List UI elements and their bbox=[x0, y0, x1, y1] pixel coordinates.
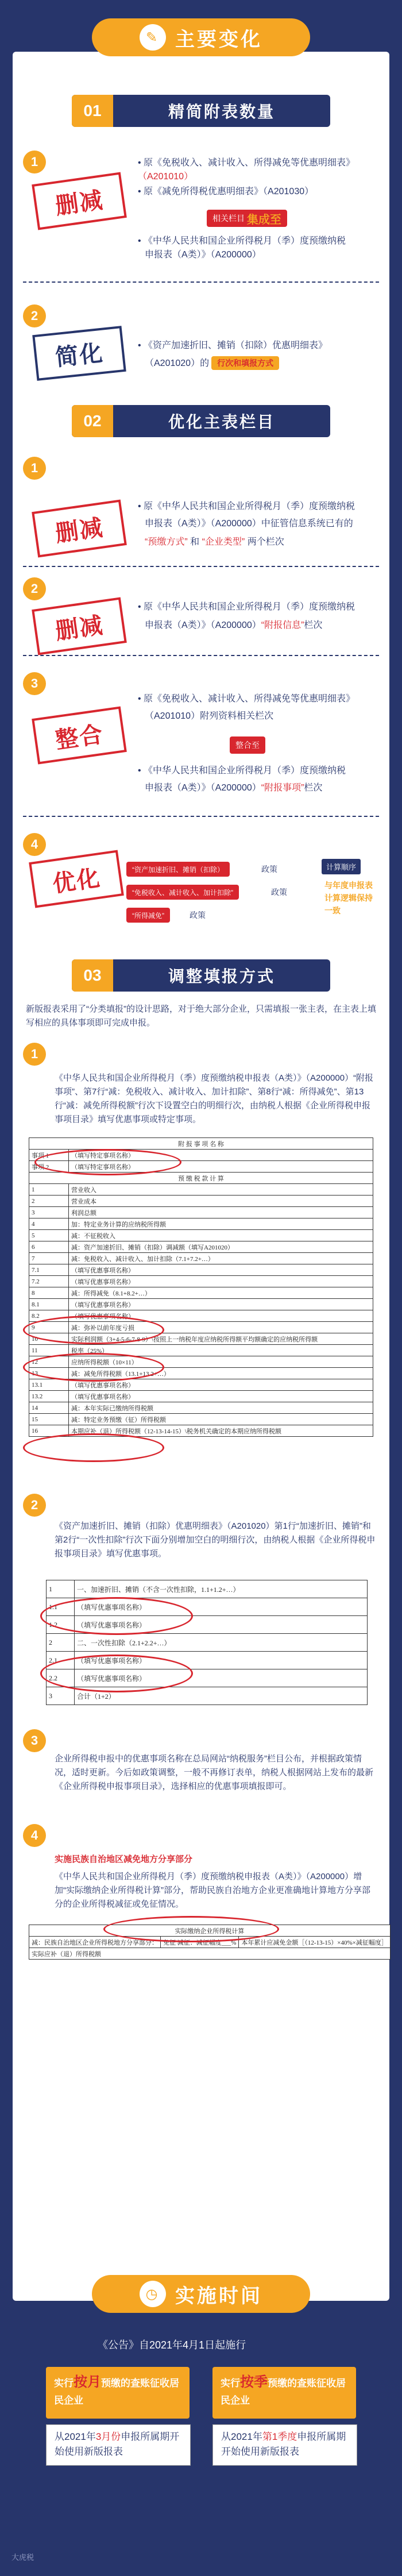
text-code: （A201010） bbox=[138, 172, 194, 182]
form-head: 预 缴 税 款 计 算 bbox=[29, 1173, 373, 1184]
text-line: 申报表（A类）》（A200000）中征管信息系统已有的 bbox=[145, 519, 353, 529]
section-intro: 新版报表采用了“分类填报”的设计思路，对于绝大部分企业，只需填报一张主表，在主表上填写相应的具体事项即可完成申报。 bbox=[26, 1004, 376, 1028]
policy-suffix: 政策 bbox=[271, 888, 287, 897]
form-cell: 减：民族自治地区企业所得税地方分享部分： bbox=[29, 1937, 161, 1948]
quarterly-box bbox=[212, 2367, 356, 2419]
item-number: 2 bbox=[23, 577, 46, 600]
optimize-stamp: 优化 bbox=[29, 850, 124, 908]
table-row bbox=[29, 1402, 373, 1414]
row-label: （填写优惠事项名称） bbox=[75, 1616, 368, 1634]
highlight-oval bbox=[40, 1597, 193, 1635]
text-line: 《中华人民共和国企业所得税月（季）度预缴纳税 bbox=[144, 766, 346, 776]
item-text: • 《中华人民共和国企业所得税月（季）度预缴纳税 bbox=[138, 766, 346, 776]
policy-pill: “所得减免” bbox=[126, 908, 170, 923]
text-line: 申报表（A类）》（A200000） bbox=[145, 783, 261, 793]
text-line: 原《中华人民共和国企业所得税月（季）度预缴纳税 bbox=[144, 502, 355, 511]
text-line: （A201010）附列资料相关栏次 bbox=[145, 711, 274, 721]
row-label: 实际利润额（3+4-5-6-7-8-9）\按照上一纳税年度应纳税所得额平均额确定的应纳税所得额 bbox=[69, 1333, 373, 1345]
item-subtitle: 实施民族自治地区减免地方分享部分 bbox=[55, 1854, 193, 1864]
row-label: 减：减免所得税额（13.1+13.2+…） bbox=[69, 1368, 373, 1379]
item-text: • 《中华人民共和国企业所得税月（季）度预缴纳税 bbox=[138, 236, 346, 246]
section-number: 03 bbox=[72, 959, 113, 992]
monthly-detail bbox=[46, 2424, 191, 2466]
row-label: （填写优惠事项名称） bbox=[69, 1299, 373, 1310]
form-head: 实际缴纳企业所得税计算 bbox=[29, 1925, 391, 1937]
header-banner bbox=[92, 18, 310, 56]
section-title: 调整填报方式 bbox=[168, 967, 275, 985]
text-line: 两个栏次 bbox=[247, 537, 284, 547]
delete-stamp: 删减 bbox=[32, 172, 127, 230]
form-cell: （填写特定事项名称） bbox=[69, 1161, 373, 1173]
label: 从2021年 bbox=[221, 2431, 262, 2442]
policy-pill: “资产加速折旧、摊销（扣除） bbox=[126, 862, 230, 877]
tax-form-table bbox=[29, 1137, 373, 1437]
order-note: 与年度申报表计算逻辑保持一致 bbox=[324, 881, 373, 915]
row-label: 一、加速折旧、摊销（不含一次性扣除，1.1+1.2+…） bbox=[75, 1580, 368, 1598]
row-label: （填写优惠事项名称） bbox=[75, 1669, 368, 1687]
row-number: 2.2 bbox=[47, 1669, 75, 1687]
integrate-stamp: 整合 bbox=[32, 707, 127, 765]
row-number: 16 bbox=[29, 1425, 69, 1437]
simplify-stamp: 简化 bbox=[32, 326, 126, 381]
text-line: 《资产加速折旧、摊销（扣除）优惠明细表》 bbox=[144, 341, 328, 350]
row-label: 营业收入 bbox=[69, 1184, 373, 1196]
text-line: （A201020）的 bbox=[145, 358, 210, 368]
row-label: 税率（25%） bbox=[69, 1345, 373, 1356]
item-text: • 原《减免所得税优惠明细表》（A201030） bbox=[138, 187, 314, 196]
label: 申报所属期开始使用新版报表 bbox=[55, 2431, 180, 2457]
row-label: （填写优惠事项名称） bbox=[75, 1652, 368, 1669]
table-row bbox=[29, 1391, 373, 1402]
item-text bbox=[145, 517, 392, 531]
text-line: 栏次 bbox=[304, 620, 323, 630]
pill-text: 相关栏目 bbox=[212, 214, 245, 223]
row-number: 8.1 bbox=[29, 1299, 69, 1310]
row-label: （填写优惠事项名称） bbox=[69, 1310, 373, 1322]
row-number: 14 bbox=[29, 1402, 69, 1414]
section-03-header bbox=[72, 959, 330, 992]
form-head: 附 报 事 项 名 称 bbox=[29, 1138, 373, 1150]
highlight-oval bbox=[103, 1916, 279, 1942]
row-number: 13.1 bbox=[29, 1379, 69, 1391]
item-number: 2 bbox=[23, 1494, 46, 1517]
text-highlight: “企业类型” bbox=[202, 537, 245, 547]
text-line: 原《免税收入、减计收入、所得减免等优惠明细表》 bbox=[144, 158, 355, 168]
row-label: 二、一次性扣除（2.1+2.2+…） bbox=[75, 1634, 368, 1652]
label-highlight: 3月份 bbox=[95, 2431, 121, 2442]
table-row bbox=[47, 1580, 368, 1598]
text-line: 原《减免所得税优惠明细表》（A201030） bbox=[144, 187, 314, 196]
footer-brand: 大虎税 bbox=[11, 2553, 34, 2562]
row-label: 减：本年实际已缴纳所得税额 bbox=[69, 1402, 373, 1414]
row-number: 1 bbox=[47, 1580, 75, 1598]
form-cell: 本年累计应减免金额［（12-13-15）×40%×减征幅度］ bbox=[239, 1937, 390, 1948]
item-number: 4 bbox=[23, 833, 46, 856]
item-text bbox=[145, 709, 392, 723]
item-text: 企业所得税申报中的优惠事项名称在总局网站“纳税服务”栏目公布，并根据政策情况，适时更新。今后如政策调整，一般不再修订表单，纳税人根据网站上发布的最新《企业所得税申报事项目录》，选择相应的优惠事项填报即可。 bbox=[55, 1754, 374, 1791]
section-title: 精简附表数量 bbox=[168, 103, 275, 121]
row-number: 15 bbox=[29, 1414, 69, 1425]
item-text bbox=[145, 619, 392, 633]
form-cell: 事项 1 bbox=[29, 1150, 69, 1161]
table-row bbox=[29, 1207, 373, 1218]
highlight-oval bbox=[23, 1316, 164, 1344]
row-number: 8.2 bbox=[29, 1310, 69, 1322]
label: 从2021年 bbox=[55, 2431, 96, 2442]
divider bbox=[23, 655, 379, 656]
row-label: 减：特定业务预缴（征）所得税额 bbox=[69, 1414, 373, 1425]
table-row bbox=[47, 1634, 368, 1652]
text-line: 原《中华人民共和国企业所得税月（季）度预缴纳税 bbox=[144, 602, 355, 612]
row-number: 1.1 bbox=[47, 1598, 75, 1616]
label: 实行 bbox=[54, 2378, 74, 2389]
highlight-pill: 行次和填报方式 bbox=[211, 356, 279, 370]
form-cell: 事项 2 bbox=[29, 1161, 69, 1173]
highlight-oval bbox=[40, 1655, 193, 1692]
row-number: 2.1 bbox=[47, 1652, 75, 1669]
delete-stamp: 删减 bbox=[32, 597, 127, 655]
row-label: 合计（1+2） bbox=[75, 1687, 368, 1705]
table-row bbox=[29, 1287, 373, 1299]
row-label: （填写优惠事项名称） bbox=[69, 1264, 373, 1276]
divider bbox=[23, 566, 379, 567]
item-text: • 原《免税收入、减计收入、所得减免等优惠明细表》 bbox=[138, 694, 355, 704]
row-number: 3 bbox=[47, 1687, 75, 1705]
row-number: 7.2 bbox=[29, 1276, 69, 1287]
row-number: 12 bbox=[29, 1356, 69, 1368]
label: 预缴的查账征收居民企业 bbox=[221, 2378, 346, 2406]
table-row bbox=[29, 1218, 373, 1230]
form-cell: 免征 减征：减征幅度___% bbox=[161, 1937, 239, 1948]
highlight-oval bbox=[23, 1353, 164, 1382]
implementation-banner bbox=[92, 2275, 310, 2313]
item-text: 《资产加速折旧、摊销（扣除）优惠明细表》（A201020）第1行“加速折旧、摊销”和第2行“一次性扣除”行次下面分别增加空白的明细行次，由纳税人根据《企业所得税申报事项目录》填写优惠事项。 bbox=[55, 1521, 376, 1559]
label-highlight: 按季 bbox=[240, 2374, 268, 2390]
text-line: 栏次 bbox=[304, 783, 323, 793]
row-label: 减：免税收入、减计收入、加计扣除（7.1+7.2+…） bbox=[69, 1253, 373, 1264]
policy-pill: “免税收入、减计收入、加计扣除” bbox=[126, 885, 239, 900]
row-label: （填写优惠事项名称） bbox=[69, 1276, 373, 1287]
item-number: 1 bbox=[23, 151, 46, 173]
label-highlight: 按月 bbox=[74, 2374, 101, 2390]
pill-emphasis: 集成至 bbox=[246, 213, 281, 226]
row-label: 减：所得减免（8.1+8.2+…） bbox=[69, 1287, 373, 1299]
table-row bbox=[29, 1241, 373, 1253]
monthly-box bbox=[46, 2367, 190, 2419]
item-number: 1 bbox=[23, 457, 46, 480]
row-label: 加：特定业务计算的应纳税所得额 bbox=[69, 1218, 373, 1230]
item-number: 1 bbox=[23, 1043, 46, 1066]
row-number: 13.2 bbox=[29, 1391, 69, 1402]
pencil-icon: ✎ bbox=[140, 24, 166, 51]
item-number: 4 bbox=[23, 1824, 46, 1847]
highlight-oval bbox=[34, 1149, 181, 1175]
row-number: 7.1 bbox=[29, 1264, 69, 1276]
order-box: 计算顺序 bbox=[322, 859, 361, 874]
row-label: （填写优惠事项名称） bbox=[69, 1391, 373, 1402]
text-highlight: “附报信息” bbox=[261, 620, 304, 630]
row-number: 10 bbox=[29, 1333, 69, 1345]
row-label: （填写优惠事项名称） bbox=[75, 1598, 368, 1616]
form-cell: 实际应补（退）所得税额 bbox=[29, 1948, 391, 1960]
text-line: 申报表（A类）》（A200000） bbox=[145, 620, 261, 630]
quarterly-title bbox=[221, 2374, 350, 2409]
table-row bbox=[29, 1184, 373, 1196]
table-row bbox=[29, 1230, 373, 1241]
label: 申报所属期开始使用新版报表 bbox=[221, 2431, 346, 2457]
item-text: 《中华人民共和国企业所得税月（季）度预缴纳税申报表（A类）》（A200000）增加“实际缴纳企业所得税计算”部分，帮助民族自治地方企业更准确地计算地方分享部分的企业所得税减征或免征情况。 bbox=[55, 1872, 370, 1909]
item-text: • 原《中华人民共和国企业所得税月（季）度预缴纳税 bbox=[138, 602, 355, 612]
item-text bbox=[145, 248, 386, 262]
row-label: （填写优惠事项名称） bbox=[69, 1379, 373, 1391]
table-row bbox=[29, 1299, 373, 1310]
row-number: 5 bbox=[29, 1230, 69, 1241]
text-line: 和 bbox=[190, 537, 200, 547]
row-number: 13 bbox=[29, 1368, 69, 1379]
row-number: 9 bbox=[29, 1322, 69, 1333]
row-label: 减：资产加速折旧、摊销（扣除）调减额（填写A201020） bbox=[69, 1241, 373, 1253]
item-text: • 原《免税收入、减计收入、所得减免等优惠明细表》（A201010） bbox=[138, 158, 355, 182]
quarterly-detail bbox=[212, 2424, 357, 2466]
item-number: 2 bbox=[23, 304, 46, 327]
pill-label bbox=[207, 210, 287, 227]
table-row bbox=[29, 1196, 373, 1207]
row-number: 8 bbox=[29, 1287, 69, 1299]
section-number: 02 bbox=[72, 405, 113, 437]
section-01-header bbox=[72, 95, 330, 127]
label: 实行 bbox=[221, 2378, 240, 2389]
row-label: 应纳所得税额（10×11） bbox=[69, 1356, 373, 1368]
item-number: 3 bbox=[23, 672, 46, 695]
monthly-detail-text bbox=[55, 2430, 184, 2459]
text-line: 申报表（A类）》（A200000） bbox=[145, 250, 261, 260]
form-cell: （填写特定事项名称） bbox=[69, 1150, 373, 1161]
section-02-header bbox=[72, 405, 330, 437]
header-title: 主要变化 bbox=[175, 28, 262, 51]
table-row bbox=[29, 1264, 373, 1276]
item-text bbox=[145, 781, 392, 795]
quarterly-detail-text bbox=[221, 2430, 350, 2459]
row-number: 11 bbox=[29, 1345, 69, 1356]
table-row bbox=[29, 1253, 373, 1264]
section-number: 01 bbox=[72, 95, 113, 127]
text-line: 《中华人民共和国企业所得税月（季）度预缴纳税 bbox=[144, 236, 346, 246]
policy-suffix: 政策 bbox=[190, 911, 206, 920]
item-text bbox=[145, 356, 386, 371]
policy-suffix: 政策 bbox=[261, 865, 277, 874]
item-text bbox=[145, 535, 392, 549]
text-line: 原《免税收入、减计收入、所得减免等优惠明细表》 bbox=[144, 694, 355, 704]
row-number: 4 bbox=[29, 1218, 69, 1230]
row-number: 1.2 bbox=[47, 1616, 75, 1634]
row-number: 2 bbox=[29, 1196, 69, 1207]
divider bbox=[23, 281, 379, 283]
row-number: 2 bbox=[47, 1634, 75, 1652]
effective-date: 《公告》自2021年4月1日起施行 bbox=[98, 2339, 246, 2351]
item-text: 《中华人民共和国企业所得税月（季）度预缴纳税申报表（A类）》（A200000）“附报事项”、第7行“减：免税收入、减计收入、加计扣除”、第8行“减：所得减免”、第13行“减：减免所得税额”行次下设置空白的明细行次，由纳税人根据《企业所得税申报事项目录》填写优惠事项或特定事项。 bbox=[55, 1073, 374, 1124]
section-title: 优化主表栏目 bbox=[168, 413, 275, 431]
divider bbox=[23, 816, 379, 817]
row-label: 本期应补（退）所得税额（12-13-14-15）\税务机关确定的本期应纳所得税额 bbox=[69, 1425, 373, 1437]
row-number: 6 bbox=[29, 1241, 69, 1253]
row-label: 利润总额 bbox=[69, 1207, 373, 1218]
text-highlight: “预缴方式” bbox=[145, 537, 188, 547]
row-label: 减：不征税收入 bbox=[69, 1230, 373, 1241]
item-text: • 原《中华人民共和国企业所得税月（季）度预缴纳税 bbox=[138, 502, 355, 511]
delete-stamp: 删减 bbox=[32, 500, 127, 558]
row-label: 减：弥补以前年度亏损 bbox=[69, 1322, 373, 1333]
label: 预缴的查账征收居民企业 bbox=[54, 2378, 179, 2406]
item-number: 3 bbox=[23, 1729, 46, 1752]
text-highlight: “附报事项” bbox=[261, 783, 304, 793]
row-label: 营业成本 bbox=[69, 1196, 373, 1207]
clock-icon: ◷ bbox=[140, 2281, 166, 2307]
table-row bbox=[29, 1276, 373, 1287]
item-text: • 《资产加速折旧、摊销（扣除）优惠明细表》 bbox=[138, 341, 328, 350]
section-title: 实施时间 bbox=[175, 2285, 262, 2307]
table-row bbox=[29, 1414, 373, 1425]
row-number: 3 bbox=[29, 1207, 69, 1218]
monthly-title bbox=[54, 2374, 183, 2409]
row-number: 1 bbox=[29, 1184, 69, 1196]
row-number: 7 bbox=[29, 1253, 69, 1264]
label-highlight: 第1季度 bbox=[262, 2431, 297, 2442]
highlight-oval bbox=[23, 1433, 164, 1462]
integrate-pill: 整合至 bbox=[230, 736, 265, 754]
